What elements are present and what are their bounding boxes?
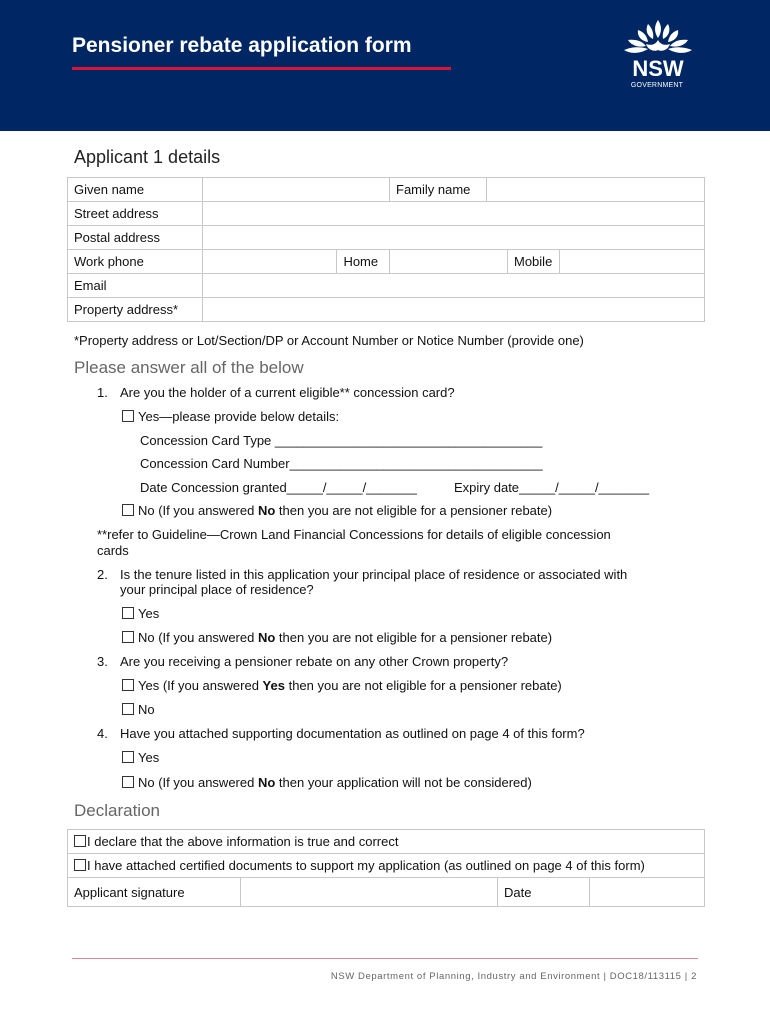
declare-docs-checkbox[interactable] <box>74 859 86 871</box>
q2-no-option[interactable] <box>122 630 552 645</box>
q2-no-label-bold: No <box>257 630 276 645</box>
q3-text: Are you receiving a pensioner rebate on any other Crown property? <box>120 654 509 669</box>
q2-yes-checkbox[interactable] <box>122 607 134 619</box>
declaration-heading: Declaration <box>74 801 160 820</box>
q4-yes-option[interactable] <box>122 750 159 765</box>
declare-true-checkbox[interactable] <box>74 835 86 847</box>
q1-no-label-post: then you are not eligible for a pensioner rebate) <box>275 503 553 518</box>
signature-field[interactable] <box>241 878 498 907</box>
given-name-field[interactable] <box>203 178 390 202</box>
q1-no-option[interactable] <box>122 503 552 518</box>
work-phone-label: Work phone <box>68 250 203 274</box>
q4-text: Have you attached supporting documentation as outlined on page 4 of this form? <box>120 726 585 741</box>
refer-note-line2: cards <box>97 543 129 558</box>
q3-yes-checkbox[interactable] <box>122 679 134 691</box>
q3-no-label: No <box>138 702 155 717</box>
home-label: Home <box>337 250 390 274</box>
footer-divider <box>72 958 698 959</box>
q4-no-label-pre: No (If you answered <box>138 775 258 790</box>
q3-no-option[interactable] <box>122 702 155 717</box>
given-name-label: Given name <box>68 178 203 202</box>
family-name-label: Family name <box>390 178 487 202</box>
applicant-heading: Applicant 1 details <box>74 147 221 167</box>
q2-number: 2. <box>97 567 108 582</box>
card-number-line[interactable]: Concession Card Number___________________________________ <box>140 456 543 471</box>
family-name-field[interactable] <box>487 178 705 202</box>
property-address-label: Property address* <box>68 298 203 322</box>
government-logo-text: GOVERNMENT <box>630 82 684 89</box>
refer-note-line1: **refer to Guideline—Crown Land Financial Concessions for details of eligible concession <box>97 527 611 542</box>
q3-no-checkbox[interactable] <box>122 703 134 715</box>
q2-yes-option[interactable] <box>122 606 159 621</box>
property-footnote: *Property address or Lot/Section/DP or Account Number or Notice Number (provide one) <box>74 333 584 348</box>
street-address-field[interactable] <box>203 202 705 226</box>
q1-yes-label: Yes—please provide below details: <box>138 409 340 424</box>
declare-docs-row[interactable] <box>68 854 705 878</box>
title-underline <box>72 67 451 70</box>
home-phone-field[interactable] <box>390 250 508 274</box>
email-label: Email <box>68 274 203 298</box>
q1-no-label-pre: No (If you answered <box>138 503 258 518</box>
questions-heading: Please answer all of the below <box>74 358 304 377</box>
q4-no-checkbox[interactable] <box>122 776 134 788</box>
q2-text-line1: Is the tenure listed in this application your principal place of residence or associated with <box>120 567 628 582</box>
q3-number: 3. <box>97 654 108 669</box>
page-footer: NSW Department of Planning, Industry and Environment | DOC18/113115 | 2 <box>330 971 697 982</box>
mobile-label: Mobile <box>508 250 560 274</box>
postal-address-label: Postal address <box>68 226 203 250</box>
q3-yes-label-post: then you are not eligible for a pensioner rebate) <box>284 678 562 693</box>
q4-yes-label: Yes <box>138 750 160 765</box>
form-title: Pensioner rebate application form <box>72 34 412 57</box>
q3-yes-option[interactable] <box>122 678 562 693</box>
declare-true-row[interactable] <box>68 830 705 854</box>
applicant-details-table <box>67 177 705 322</box>
email-field[interactable] <box>203 274 705 298</box>
expiry-date-line[interactable]: Expiry date_____/_____/_______ <box>454 480 650 495</box>
property-address-field[interactable] <box>203 298 705 322</box>
q1-yes-option[interactable] <box>122 409 339 424</box>
q3-yes-label-bold: Yes <box>262 678 285 693</box>
q1-number: 1. <box>97 385 108 400</box>
q2-no-label-pre: No (If you answered <box>138 630 258 645</box>
q2-yes-label: Yes <box>138 606 160 621</box>
work-phone-field[interactable] <box>203 250 337 274</box>
date-label: Date <box>498 878 590 907</box>
q4-no-option[interactable] <box>122 775 532 790</box>
declaration-table <box>67 829 705 907</box>
signature-label: Applicant signature <box>68 878 241 907</box>
q1-no-checkbox[interactable] <box>122 504 134 516</box>
q1-yes-checkbox[interactable] <box>122 410 134 422</box>
declare-docs-label: I have attached certified documents to support my application (as outlined on page 4 of this form) <box>87 858 645 873</box>
q3-yes-label-pre: Yes (If you answered <box>138 678 263 693</box>
postal-address-field[interactable] <box>203 226 705 250</box>
q2-no-label-post: then you are not eligible for a pensioner rebate) <box>275 630 553 645</box>
date-granted-line[interactable]: Date Concession granted_____/_____/_______ <box>140 480 417 495</box>
q2-text-line2: your principal place of residence? <box>120 582 314 597</box>
q1-no-label-bold: No <box>257 503 276 518</box>
declare-true-label: I declare that the above information is true and correct <box>87 834 399 849</box>
q1-text: Are you the holder of a current eligible** concession card? <box>120 385 455 400</box>
q4-number: 4. <box>97 726 108 741</box>
card-type-line[interactable]: Concession Card Type _____________________________________ <box>140 433 543 448</box>
q4-no-label-post: then your application will not be considered) <box>275 775 532 790</box>
q4-no-label-bold: No <box>257 775 276 790</box>
nsw-logo-text: NSW <box>632 56 684 81</box>
q2-no-checkbox[interactable] <box>122 631 134 643</box>
mobile-field[interactable] <box>560 250 705 274</box>
date-field[interactable] <box>590 878 705 907</box>
street-address-label: Street address <box>68 202 203 226</box>
page-header <box>0 0 770 131</box>
q4-yes-checkbox[interactable] <box>122 751 134 763</box>
